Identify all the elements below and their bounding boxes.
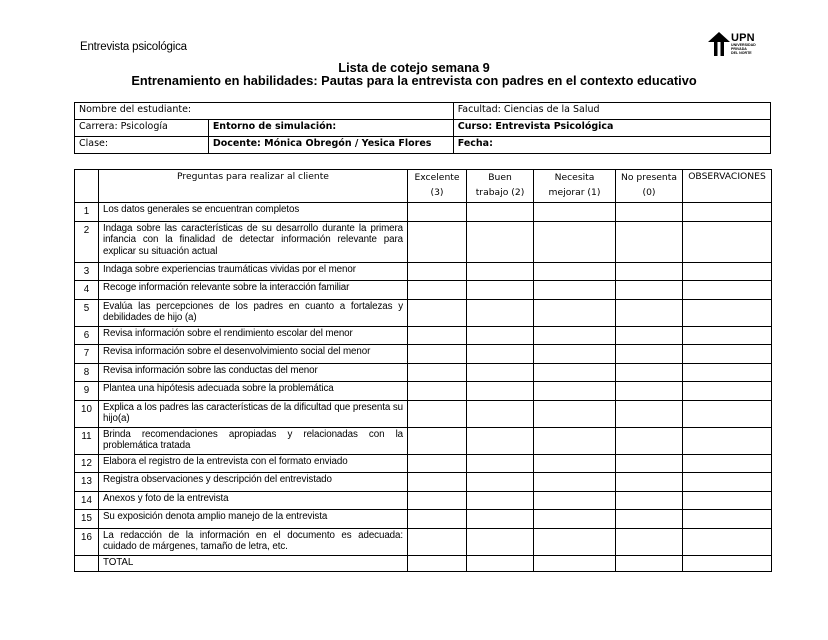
score-needs-cell[interactable] <box>534 510 616 529</box>
observations-cell[interactable] <box>683 382 772 401</box>
question-text: Revisa información sobre el rendimiento escolar del menor <box>99 326 408 345</box>
header-questions: Preguntas para realizar al cliente <box>99 170 408 203</box>
header-good-work: Buen trabajo (2) <box>467 170 534 203</box>
question-text: Indaga sobre las características de su desarrollo durante la primera infancia con la finalidad de detectar información relevante para explicar su situación actual <box>99 221 408 262</box>
score-good-cell[interactable] <box>467 299 534 326</box>
table-row <box>75 491 772 510</box>
score-none-cell[interactable] <box>616 491 683 510</box>
total-label: TOTAL <box>99 555 408 571</box>
score-none-cell[interactable] <box>616 510 683 529</box>
upn-logo <box>708 32 760 58</box>
question-text: Recoge información relevante sobre la interacción familiar <box>99 281 408 300</box>
score-excellent-cell[interactable] <box>408 528 467 555</box>
row-number: 10 <box>75 400 99 427</box>
document-title: Lista de cotejo semana 9 <box>338 60 490 75</box>
row-number: 4 <box>75 281 99 300</box>
score-none-cell[interactable] <box>616 203 683 222</box>
score-needs-cell[interactable] <box>534 363 616 382</box>
score-none-cell[interactable] <box>616 454 683 473</box>
score-good-cell[interactable] <box>467 382 534 401</box>
score-none-cell[interactable] <box>616 281 683 300</box>
score-none-cell[interactable] <box>616 528 683 555</box>
score-needs-cell[interactable] <box>534 400 616 427</box>
score-excellent-cell[interactable] <box>408 382 467 401</box>
score-excellent-cell[interactable] <box>408 345 467 364</box>
header-excellent: Excelente (3) <box>408 170 467 203</box>
score-needs-cell[interactable] <box>534 326 616 345</box>
score-needs-cell[interactable] <box>534 454 616 473</box>
observations-cell[interactable] <box>683 262 772 281</box>
score-none-cell[interactable] <box>616 382 683 401</box>
score-none-cell[interactable] <box>616 299 683 326</box>
row-number: 8 <box>75 363 99 382</box>
score-none-cell[interactable] <box>616 221 683 262</box>
question-text: Revisa información sobre las conductas del menor <box>99 363 408 382</box>
row-number: 1 <box>75 203 99 222</box>
score-excellent-cell[interactable] <box>408 510 467 529</box>
logo-subtext: UNIVERSIDAD PRIVADA DEL NORTE <box>731 43 756 56</box>
score-good-cell[interactable] <box>467 555 534 571</box>
row-number: 2 <box>75 221 99 262</box>
table-row <box>75 281 772 300</box>
question-text: Explica a los padres las características de la dificultad que presenta su hijo(a) <box>99 400 408 427</box>
observations-cell[interactable] <box>683 281 772 300</box>
score-needs-cell[interactable] <box>534 528 616 555</box>
row-number: 12 <box>75 454 99 473</box>
score-needs-cell[interactable] <box>534 382 616 401</box>
row-number: 14 <box>75 491 99 510</box>
student-info-table <box>74 102 771 154</box>
score-excellent-cell[interactable] <box>408 555 467 571</box>
faculty-field: Facultad: Ciencias de la Salud <box>453 103 770 120</box>
table-row <box>75 528 772 555</box>
row-number: 11 <box>75 427 99 454</box>
score-good-cell[interactable] <box>467 454 534 473</box>
score-excellent-cell[interactable] <box>408 454 467 473</box>
observations-cell[interactable] <box>683 473 772 492</box>
score-good-cell[interactable] <box>467 221 534 262</box>
logo-text: UPN <box>731 32 755 44</box>
observations-cell[interactable] <box>683 427 772 454</box>
question-text: Registra observaciones y descripción del entrevistado <box>99 473 408 492</box>
score-excellent-cell[interactable] <box>408 326 467 345</box>
table-header-row <box>75 170 772 203</box>
student-name-field[interactable]: Nombre del estudiante: <box>75 103 454 120</box>
table-row <box>75 510 772 529</box>
score-excellent-cell[interactable] <box>408 262 467 281</box>
career-field: Carrera: Psicología <box>75 120 209 137</box>
question-text: Revisa información sobre el desenvolvimiento social del menor <box>99 345 408 364</box>
document-subtitle: Entrenamiento en habilidades: Pautas para la entrevista con padres en el contexto educativo <box>131 73 697 88</box>
table-row <box>75 555 772 571</box>
score-good-cell[interactable] <box>467 203 534 222</box>
score-excellent-cell[interactable] <box>408 203 467 222</box>
observations-cell[interactable] <box>683 555 772 571</box>
table-row <box>75 345 772 364</box>
score-excellent-cell[interactable] <box>408 427 467 454</box>
document-header-label: Entrevista psicológica <box>80 41 187 53</box>
table-row <box>75 326 772 345</box>
score-good-cell[interactable] <box>467 345 534 364</box>
score-needs-cell[interactable] <box>534 345 616 364</box>
score-good-cell[interactable] <box>467 473 534 492</box>
table-row <box>75 299 772 326</box>
score-good-cell[interactable] <box>467 281 534 300</box>
question-text: Elabora el registro de la entrevista con el formato enviado <box>99 454 408 473</box>
question-text: Brinda recomendaciones apropiadas y relacionadas con la problemática tratada <box>99 427 408 454</box>
score-good-cell[interactable] <box>467 510 534 529</box>
table-row <box>75 363 772 382</box>
score-needs-cell[interactable] <box>534 555 616 571</box>
observations-cell[interactable] <box>683 299 772 326</box>
score-good-cell[interactable] <box>467 363 534 382</box>
score-excellent-cell[interactable] <box>408 221 467 262</box>
row-number: 6 <box>75 326 99 345</box>
observations-cell[interactable] <box>683 528 772 555</box>
score-none-cell[interactable] <box>616 345 683 364</box>
upn-arrow-icon <box>708 32 730 56</box>
teacher-field: Docente: Mónica Obregón / Yesica Flores <box>208 137 453 154</box>
score-needs-cell[interactable] <box>534 473 616 492</box>
score-none-cell[interactable] <box>616 555 683 571</box>
observations-cell[interactable] <box>683 400 772 427</box>
table-row <box>75 454 772 473</box>
score-needs-cell[interactable] <box>534 221 616 262</box>
score-none-cell[interactable] <box>616 473 683 492</box>
score-excellent-cell[interactable] <box>408 281 467 300</box>
score-needs-cell[interactable] <box>534 281 616 300</box>
score-good-cell[interactable] <box>467 491 534 510</box>
observations-cell[interactable] <box>683 345 772 364</box>
question-text: Evalúa las percepciones de los padres en cuanto a fortalezas y debilidades de hijo (a) <box>99 299 408 326</box>
score-excellent-cell[interactable] <box>408 363 467 382</box>
table-row <box>75 203 772 222</box>
score-excellent-cell[interactable] <box>408 491 467 510</box>
class-field[interactable]: Clase: <box>75 137 209 154</box>
row-number: 9 <box>75 382 99 401</box>
observations-cell[interactable] <box>683 221 772 262</box>
observations-cell[interactable] <box>683 454 772 473</box>
table-row <box>75 400 772 427</box>
score-excellent-cell[interactable] <box>408 473 467 492</box>
row-number: 5 <box>75 299 99 326</box>
score-good-cell[interactable] <box>467 427 534 454</box>
header-needs-improvement: Necesita mejorar (1) <box>534 170 616 203</box>
question-text: La redacción de la información en el documento es adecuada: cuidado de márgenes, tamaño de letra, etc. <box>99 528 408 555</box>
question-text: Los datos generales se encuentran completos <box>99 203 408 222</box>
question-text: Su exposición denota amplio manejo de la entrevista <box>99 510 408 529</box>
table-row <box>75 262 772 281</box>
score-needs-cell[interactable] <box>534 203 616 222</box>
date-field[interactable]: Fecha: <box>453 137 770 154</box>
score-good-cell[interactable] <box>467 262 534 281</box>
row-number: 7 <box>75 345 99 364</box>
score-none-cell[interactable] <box>616 363 683 382</box>
score-none-cell[interactable] <box>616 427 683 454</box>
score-needs-cell[interactable] <box>534 262 616 281</box>
observations-cell[interactable] <box>683 203 772 222</box>
score-good-cell[interactable] <box>467 528 534 555</box>
score-excellent-cell[interactable] <box>408 400 467 427</box>
row-number: 3 <box>75 262 99 281</box>
checklist-table <box>74 169 772 572</box>
row-number: 13 <box>75 473 99 492</box>
score-good-cell[interactable] <box>467 400 534 427</box>
score-needs-cell[interactable] <box>534 299 616 326</box>
observations-cell[interactable] <box>683 326 772 345</box>
table-row <box>75 382 772 401</box>
question-text: Anexos y foto de la entrevista <box>99 491 408 510</box>
question-text: Plantea una hipótesis adecuada sobre la problemática <box>99 382 408 401</box>
header-not-present: No presenta (0) <box>616 170 683 203</box>
row-number: 15 <box>75 510 99 529</box>
table-row <box>75 221 772 262</box>
score-none-cell[interactable] <box>616 262 683 281</box>
observations-cell[interactable] <box>683 491 772 510</box>
course-field: Curso: Entrevista Psicológica <box>453 120 770 137</box>
row-number <box>75 555 99 571</box>
table-row <box>75 473 772 492</box>
simulation-environment-field[interactable]: Entorno de simulación: <box>208 120 453 137</box>
score-none-cell[interactable] <box>616 400 683 427</box>
question-text: Indaga sobre experiencias traumáticas vividas por el menor <box>99 262 408 281</box>
score-needs-cell[interactable] <box>534 427 616 454</box>
row-number: 16 <box>75 528 99 555</box>
observations-cell[interactable] <box>683 363 772 382</box>
score-good-cell[interactable] <box>467 326 534 345</box>
score-needs-cell[interactable] <box>534 491 616 510</box>
score-excellent-cell[interactable] <box>408 299 467 326</box>
header-number-cell <box>75 170 99 203</box>
header-observations: OBSERVACIONES <box>683 170 772 203</box>
score-none-cell[interactable] <box>616 326 683 345</box>
table-row <box>75 427 772 454</box>
observations-cell[interactable] <box>683 510 772 529</box>
